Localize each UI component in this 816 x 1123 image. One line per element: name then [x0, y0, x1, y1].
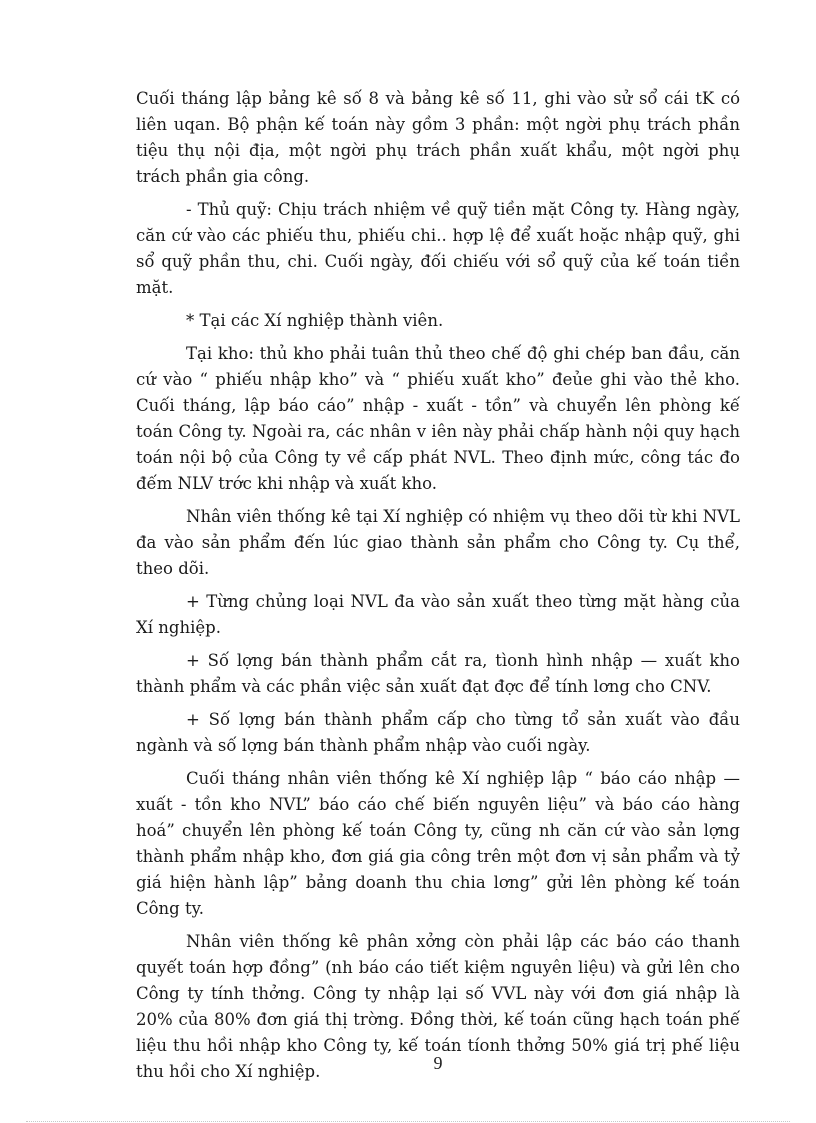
document-body — [136, 86, 740, 1085]
paragraph: + Số lợng bán thành phẩm cắt ra, tìonh hình nhập — xuất kho thành phẩm và các phần việc sản xuất đạt đợc để tính lơng cho CNV. — [136, 651, 740, 696]
page-number: 9 — [433, 1053, 443, 1073]
paragraph: Cuối tháng lập bảng kê số 8 và bảng kê số 11, ghi vào sử sổ cái tK có liên uqan. Bộ phận kế toán này gồm 3 phần: một ngời phụ trách phần tiệu thụ nội địa, một ngời phụ trách phần xuất khẩu, một ngời phụ trách phần gia công. — [136, 89, 740, 186]
paragraph: Nhân viên thống kê phân xởng còn phải lập các báo cáo thanh quyết toán hợp đồng” (nh báo cáo tiết kiệm nguyên liệu) và gửi lên cho Công ty tính thởng. Công ty nhập lại số VVL này với đơn giá nhập là 20% của 80% đơn giá thị trờng. Đồng thời, kế toán cũng hạch toán phế liệu thu hồi nhập kho Công ty, kế toán tíonh thởng 50% giá trị phế liệu thu hồi cho Xí nghiệp. — [136, 932, 740, 1081]
paragraph: + Số lợng bán thành phẩm cấp cho từng tổ sản xuất vào đầu ngành và số lợng bán thành phẩm nhập vào cuối ngày. — [136, 710, 740, 755]
page-bottom-divider — [26, 1121, 790, 1122]
paragraph: + Từng chủng loại NVL đa vào sản xuất theo từng mặt hàng của Xí nghiệp. — [136, 592, 740, 637]
paragraph: Nhân viên thống kê tại Xí nghiệp có nhiệm vụ theo dõi từ khi NVL đa vào sản phẩm đến lúc giao thành sản phẩm cho Công ty. Cụ thể, theo dõi. — [136, 507, 740, 578]
paragraph: - Thủ quỹ: Chịu trách nhiệm về quỹ tiền mặt Công ty. Hàng ngày, căn cứ vào các phiếu thu, phiếu chi.. hợp lệ để xuất hoặc nhập quỹ, ghi sổ quỹ phần thu, chi. Cuối ngày, đối chiếu với sổ quỹ của kế toán tiền mặt. — [136, 200, 740, 297]
paragraph: Tại kho: thủ kho phải tuân thủ theo chế độ ghi chép ban đầu, căn cứ vào “ phiếu nhập kho” và “ phiếu xuất kho” đeủe ghi vào thẻ kho. Cuối tháng, lập báo cáo” nhập - xuất - tồn” và chuyển lên phòng kế toán Công ty. Ngoài ra, các nhân v iên này phải chấp hành nội quy hạch toán nội bộ của Công ty về cấp phát NVL. Theo định mức, công tác đo đếm NLV trớc khi nhập và xuất kho. — [136, 344, 740, 493]
paragraph: * Tại các Xí nghiệp thành viên. — [186, 311, 444, 330]
paragraph: Cuối tháng nhân viên thống kê Xí nghiệp lập “ báo cáo nhập — xuất - tồn kho NVL” báo cáo chế biến nguyên liệu” và báo cáo hàng hoá” chuyển lên phòng kế toán Công ty, cũng nh căn cứ vào sản lợng thành phẩm nhập kho, đơn giá gia công trên một đơn vị sản phẩm và tỷ giá hiện hành lập” bảng doanh thu chia lơng” gửi lên phòng kế toán Công ty. — [136, 769, 740, 918]
